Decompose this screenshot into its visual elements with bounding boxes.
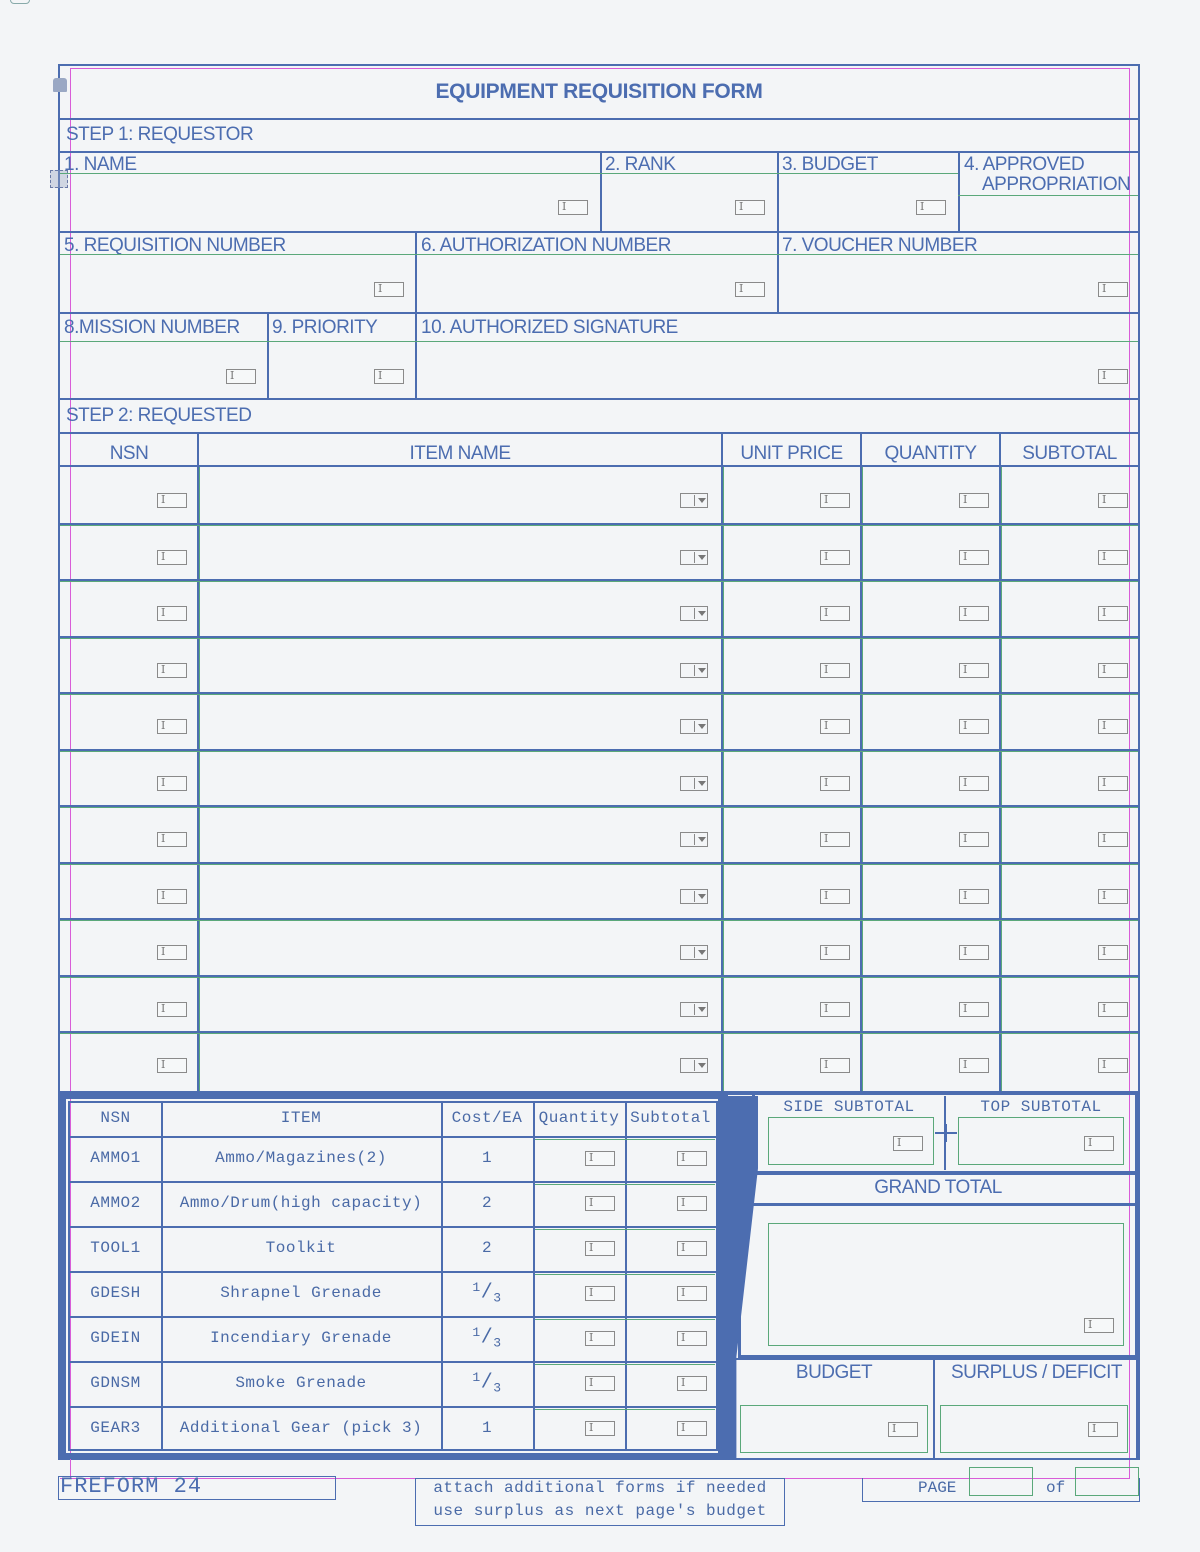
form-id: FREFORM 24 (60, 1474, 203, 1499)
catalog-quantity-field[interactable] (585, 1286, 615, 1301)
item-name-dropdown[interactable] (680, 1002, 708, 1017)
catalog-item: Incendiary Grenade (210, 1329, 392, 1347)
nsn-field[interactable] (157, 1002, 187, 1017)
unit-price-field[interactable] (820, 719, 850, 734)
subtotal-field[interactable] (1098, 493, 1128, 508)
note-line-2: use surplus as next page's budget (433, 1502, 767, 1520)
catalog-quantity-field[interactable] (585, 1241, 615, 1256)
item-name-dropdown[interactable] (680, 493, 708, 508)
item-name-dropdown[interactable] (680, 832, 708, 847)
catalog-nsn: TOOL1 (90, 1239, 141, 1257)
catalog-subtotal-field[interactable] (677, 1331, 707, 1346)
quantity-field[interactable] (959, 945, 989, 960)
subtotal-field[interactable] (1098, 719, 1128, 734)
catalog-subtotal-field[interactable] (677, 1421, 707, 1436)
corner-mark-icon (10, 0, 30, 4)
catalog-col-subtotal: Subtotal (630, 1109, 711, 1127)
nsn-field[interactable] (157, 889, 187, 904)
catalog-item: Shrapnel Grenade (220, 1284, 382, 1302)
rank-label: 2. RANK (605, 154, 676, 175)
unit-price-field[interactable] (820, 776, 850, 791)
signature-field[interactable] (1098, 369, 1128, 384)
catalog-cost: 1 (481, 1149, 493, 1167)
catalog-subtotal-field[interactable] (677, 1196, 707, 1211)
item-name-dropdown[interactable] (680, 945, 708, 960)
col-unit-price: UNIT PRICE (740, 443, 843, 464)
col-subtotal: SUBTOTAL (1022, 443, 1117, 464)
item-name-dropdown[interactable] (680, 719, 708, 734)
page-label: PAGE (918, 1479, 957, 1497)
catalog-item: Toolkit (265, 1239, 337, 1257)
catalog-subtotal-field[interactable] (677, 1241, 707, 1256)
unit-price-field[interactable] (820, 550, 850, 565)
catalog-nsn: GDESH (90, 1284, 141, 1302)
form-title: EQUIPMENT REQUISITION FORM (435, 80, 763, 103)
quantity-field[interactable] (959, 493, 989, 508)
subtotal-field[interactable] (1098, 832, 1128, 847)
surplus-label: SURPLUS / DEFICIT (951, 1362, 1122, 1383)
nsn-field[interactable] (157, 1058, 187, 1073)
quantity-field[interactable] (959, 776, 989, 791)
catalog-cost: 2 (481, 1239, 493, 1257)
quantity-field[interactable] (959, 663, 989, 678)
catalog-col-cost: Cost/EA (451, 1109, 523, 1127)
catalog-quantity-field[interactable] (585, 1151, 615, 1166)
col-quantity: QUANTITY (884, 443, 977, 464)
signature-label: 10. AUTHORIZED SIGNATURE (421, 317, 678, 338)
unit-price-field[interactable] (820, 1058, 850, 1073)
requisition-label: 5. REQUISITION NUMBER (64, 235, 286, 256)
subtotal-field[interactable] (1098, 663, 1128, 678)
approved-label-2: APPROPRIATION (982, 174, 1131, 195)
top-subtotal-field[interactable] (1084, 1136, 1114, 1151)
item-name-dropdown[interactable] (680, 1058, 708, 1073)
unit-price-field[interactable] (820, 1002, 850, 1017)
catalog-cost: 2 (481, 1194, 493, 1212)
catalog-col-nsn: NSN (100, 1109, 131, 1127)
budget-label: 3. BUDGET (782, 154, 878, 175)
catalog-quantity-field[interactable] (585, 1196, 615, 1211)
col-nsn: NSN (109, 443, 149, 464)
catalog-quantity-field[interactable] (585, 1376, 615, 1391)
subtotal-field[interactable] (1098, 945, 1128, 960)
of-label: of (1046, 1479, 1066, 1497)
subtotal-field[interactable] (1098, 606, 1128, 621)
step2-heading: STEP 2: REQUESTED (66, 405, 252, 426)
quantity-field[interactable] (959, 889, 989, 904)
quantity-field[interactable] (959, 550, 989, 565)
name-label: 1. NAME (64, 154, 137, 175)
catalog-col-item: ITEM (280, 1109, 322, 1127)
priority-label: 9. PRIORITY (272, 317, 378, 338)
unit-price-field[interactable] (820, 832, 850, 847)
side-subtotal-field[interactable] (893, 1136, 923, 1151)
page-number-field[interactable] (969, 1467, 1033, 1496)
budget-field[interactable] (916, 200, 946, 215)
subtotal-field[interactable] (1098, 1002, 1128, 1017)
catalog-cost: 1 (481, 1419, 493, 1437)
catalog-item: Additional Gear (pick 3) (179, 1419, 423, 1437)
grand-total-label: GRAND TOTAL (874, 1177, 1002, 1198)
step1-heading: STEP 1: REQUESTOR (66, 124, 254, 145)
catalog-nsn: GEAR3 (90, 1419, 141, 1437)
name-field[interactable] (558, 200, 588, 215)
unit-price-field[interactable] (820, 945, 850, 960)
catalog-cost: $^1/_3$ (472, 1280, 502, 1306)
item-name-dropdown[interactable] (680, 606, 708, 621)
catalog-item: Ammo/Drum(high capacity) (179, 1194, 423, 1212)
catalog-nsn: GDNSM (90, 1374, 141, 1392)
note-line-1: attach additional forms if needed (433, 1479, 767, 1497)
approved-label-1: 4. APPROVED (964, 154, 1085, 175)
subtotal-field[interactable] (1098, 550, 1128, 565)
page-total-field[interactable] (1075, 1467, 1139, 1496)
quantity-field[interactable] (959, 832, 989, 847)
catalog-item: Smoke Grenade (235, 1374, 367, 1392)
voucher-field[interactable] (1098, 282, 1128, 297)
grand-total-field[interactable] (1084, 1318, 1114, 1333)
nsn-field[interactable] (157, 776, 187, 791)
unit-price-field[interactable] (820, 606, 850, 621)
catalog-item: Ammo/Magazines(2) (215, 1149, 387, 1167)
item-name-dropdown[interactable] (680, 776, 708, 791)
item-name-dropdown[interactable] (680, 550, 708, 565)
subtotal-field[interactable] (1098, 776, 1128, 791)
item-name-dropdown[interactable] (680, 663, 708, 678)
priority-field[interactable] (374, 369, 404, 384)
authorization-label: 6. AUTHORIZATION NUMBER (421, 235, 671, 256)
nsn-field[interactable] (157, 606, 187, 621)
nsn-field[interactable] (157, 832, 187, 847)
catalog-quantity-field[interactable] (585, 1331, 615, 1346)
quantity-field[interactable] (959, 1002, 989, 1017)
unit-price-field[interactable] (820, 889, 850, 904)
subtotal-field[interactable] (1098, 889, 1128, 904)
voucher-label: 7. VOUCHER NUMBER (782, 235, 978, 256)
mission-label: 8.MISSION NUMBER (64, 317, 240, 338)
nsn-field[interactable] (157, 663, 187, 678)
side-subtotal-label: SIDE SUBTOTAL (783, 1098, 915, 1116)
catalog-cost: $^1/_3$ (472, 1370, 502, 1396)
catalog-subtotal-field[interactable] (677, 1151, 707, 1166)
authorization-field[interactable] (735, 282, 765, 297)
unit-price-field[interactable] (820, 493, 850, 508)
top-subtotal-label: TOP SUBTOTAL (980, 1098, 1102, 1116)
catalog-col-quantity: Quantity (538, 1109, 620, 1127)
rank-field[interactable] (735, 200, 765, 215)
quantity-field[interactable] (959, 606, 989, 621)
nsn-field[interactable] (157, 493, 187, 508)
unit-price-field[interactable] (820, 663, 850, 678)
nsn-field[interactable] (157, 550, 187, 565)
catalog-cost: $^1/_3$ (472, 1325, 502, 1351)
col-item-name: ITEM NAME (409, 443, 511, 464)
catalog-subtotal-field[interactable] (677, 1286, 707, 1301)
catalog-subtotal-field[interactable] (677, 1376, 707, 1391)
budget-total-field[interactable] (888, 1422, 918, 1437)
quantity-field[interactable] (959, 1058, 989, 1073)
mission-field[interactable] (226, 369, 256, 384)
nsn-field[interactable] (157, 945, 187, 960)
quantity-field[interactable] (959, 719, 989, 734)
surplus-field[interactable] (1088, 1422, 1118, 1437)
item-name-dropdown[interactable] (680, 889, 708, 904)
catalog-nsn: GDEIN (90, 1329, 141, 1347)
catalog-quantity-field[interactable] (585, 1421, 615, 1436)
nsn-field[interactable] (157, 719, 187, 734)
catalog-nsn: AMMO2 (90, 1194, 141, 1212)
subtotal-field[interactable] (1098, 1058, 1128, 1073)
requisition-field[interactable] (374, 282, 404, 297)
catalog-nsn: AMMO1 (90, 1149, 141, 1167)
budget-total-label: BUDGET (795, 1362, 873, 1383)
